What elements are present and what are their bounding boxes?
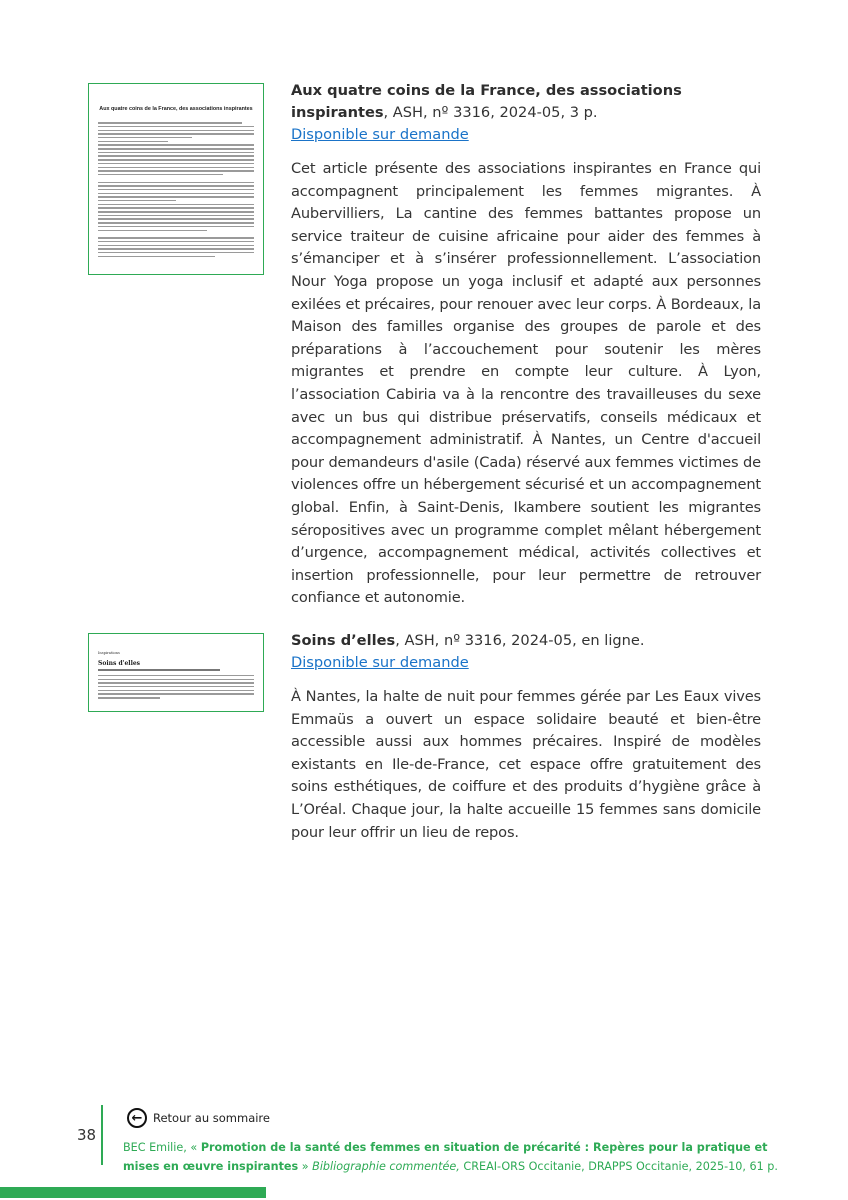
thumbnail-text-lines — [89, 669, 263, 698]
back-to-contents-label: Retour au sommaire — [153, 1111, 270, 1125]
citation-title: Promotion de la santé des femmes en situation de précarité : — [200, 1141, 593, 1154]
footer-accent-bar — [0, 1187, 266, 1198]
entry-title: Soins d’elles — [291, 632, 396, 649]
thumbnail-meta — [89, 116, 263, 120]
citation-close: » — [298, 1160, 313, 1173]
thumbnail-kicker: Inspirations — [98, 651, 120, 655]
bibliography-entry — [291, 80, 761, 610]
article-thumbnail — [88, 83, 264, 275]
entry-source: , ASH, nº 3316, 2024-05, en ligne. — [395, 632, 645, 649]
article-thumbnail — [88, 633, 264, 712]
available-on-request-link[interactable]: Disponible sur demande — [291, 654, 469, 671]
entry-reference — [291, 630, 761, 652]
entry-abstract: À Nantes, la halte de nuit pour femmes gérée par Les Eaux vives Emmaüs a ouvert un espace solidaire beauté et bien-être accessible aussi aux hommes précaires. Inspiré de modèles existants en Ile-de-France, cet espace offre gratuitement des soins esthétiques, de coiffure et des produits d’hygiène grâce à L’Oréal. Chaque jour, la halte accueille 15 femmes sans domicile pour leur offrir un lieu de repos. — [291, 688, 761, 841]
citation-subtitle: Repères pour la pratique et mises en œuvre inspirantes — [123, 1141, 768, 1173]
thumbnail-text-lines — [89, 122, 263, 257]
arrow-left-circle-icon: ← — [127, 1108, 147, 1128]
back-to-contents-link[interactable] — [127, 1108, 270, 1128]
document-citation — [123, 1138, 783, 1176]
citation-type: Bibliographie commentée, — [312, 1160, 460, 1173]
entry-reference — [291, 80, 761, 124]
entry-source: , ASH, nº 3316, 2024-05, 3 p. — [383, 104, 598, 121]
citation-author: BEC Emilie, « — [123, 1141, 201, 1154]
footer-divider — [101, 1105, 103, 1165]
citation-publisher: CREAI-ORS Occitanie, DRAPPS Occitanie, 2025-10, 61 p. — [459, 1160, 778, 1173]
page-number: 38 — [77, 1126, 97, 1144]
available-on-request-link[interactable]: Disponible sur demande — [291, 126, 469, 143]
entry-title: Aux quatre coins de la France, des associations inspirantes — [291, 82, 682, 121]
thumbnail-title: Aux quatre coins de la France, des associations inspirantes — [99, 106, 253, 112]
entry-abstract: Cet article présente des associations inspirantes en France qui accompagnent principalement les femmes migrantes. À Aubervilliers, La cantine des femmes battantes propose un service traiteur de cuisine africaine pour aider des femmes à s’émanciper et à s’insérer professionnellement. L’association Nour Yoga propose un yoga inclusif et adapté aux personnes exilées et précaires, pour renouer avec leur corps. À Bordeaux, la Maison des familles organise des groupes de parole et des préparations à l’accouchement pour soutenir les mères migrantes et prendre en compte leur culture. À Lyon, l’association Cabiria va à la rencontre des travailleuses du sexe avec un bus qui distribue préservatifs, conseils médicaux et accompagnement administratif. À Nantes, un Centre d'accueil pour demandeurs d'asile (Cada) réservé aux femmes victimes de violences offre un hébergement sécurisé et un accompagnement global. Enfin, à Saint-Denis, Ikambere soutient les migrantes séropositives avec un programme complet mêlant hébergement d’urgence, accompagnement médical, activités collectives et insertion professionnelle, pour leur permettre de retrouver confiance et autonomie. — [291, 160, 761, 607]
bibliography-entry — [291, 630, 761, 844]
thumbnail-title: Soins d'elles — [98, 660, 141, 667]
